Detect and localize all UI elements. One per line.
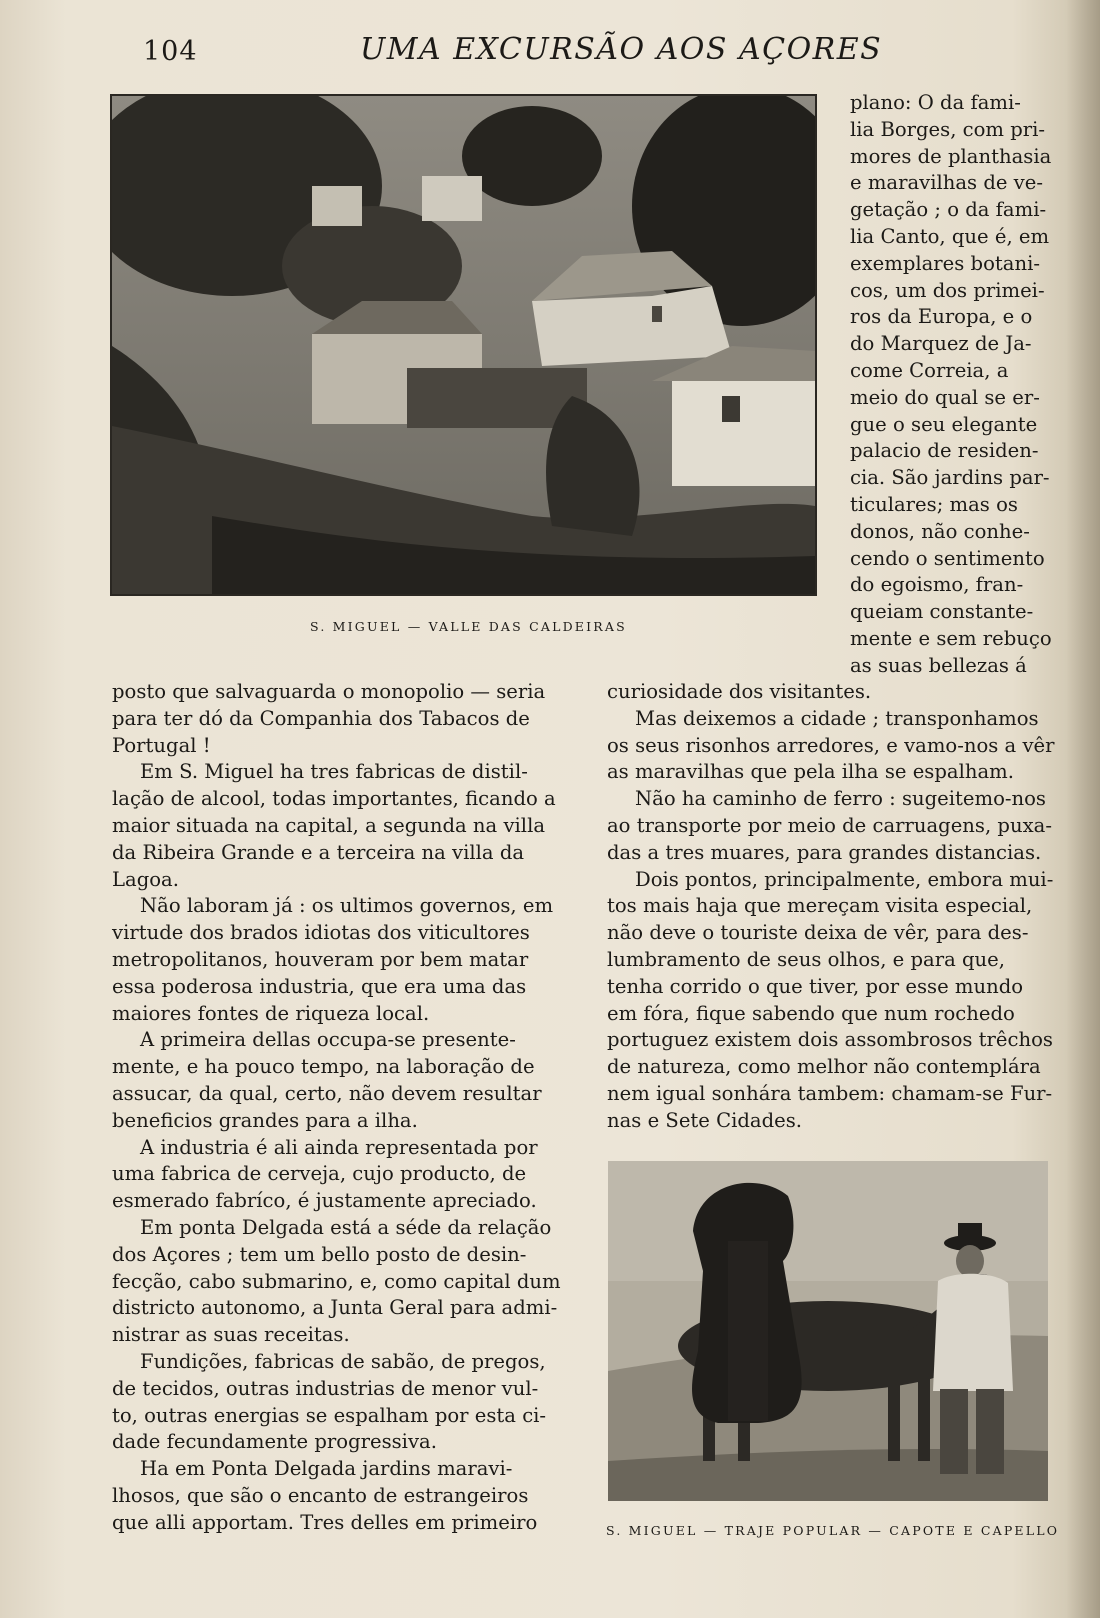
text-line: do Marquez de Ja- <box>850 332 1032 356</box>
text-line: Ha em Ponta Delgada jardins maravi- <box>140 1457 513 1481</box>
text-line: assucar, da qual, certo, não devem resultar <box>112 1082 542 1105</box>
text-line: come Correia, a <box>850 359 1009 382</box>
text-line: para ter dó da Companhia dos Tabacos de <box>112 706 530 730</box>
costume-photo-illustration <box>608 1161 1048 1501</box>
text-line: as maravilhas que pela ilha se espalham. <box>607 760 1014 784</box>
costume-photograph <box>608 1161 1048 1501</box>
text-line: lhosos, que são o encanto de estrangeiros <box>112 1484 529 1507</box>
text-line: exemplares botani- <box>850 251 1040 275</box>
text-line: beneficios grandes para a ilha. <box>112 1108 418 1132</box>
text-line: as suas bellezas á <box>850 653 1027 677</box>
text-line: que alli apportam. Tres delles em primeiro <box>112 1510 538 1534</box>
text-line: mente, e ha pouco tempo, na laboração de <box>112 1055 535 1079</box>
text-line: ao transporte por meio de carruagens, puxa- <box>607 814 1052 837</box>
text-line: metropolitanos, houveram por bem matar <box>112 948 529 971</box>
page-number: 104 <box>143 36 198 67</box>
text-line: posto que salvaguarda o monopolio — seria <box>112 680 546 703</box>
text-line: do egoismo, fran- <box>850 573 1024 597</box>
text-line: da Ribeira Grande e a terceira na villa da <box>112 840 525 864</box>
page-edge-shadow <box>1066 0 1100 1618</box>
text-line: queiam constante- <box>850 600 1034 624</box>
text-line: cendo o sentimento <box>850 546 1045 570</box>
text-line: donos, não conhe- <box>850 519 1030 543</box>
text-line: dos Açores ; tem um bello posto de desin- <box>112 1242 527 1266</box>
text-line: lumbramento de seus olhos, e para que, <box>607 948 1005 971</box>
text-line: Portugal ! <box>112 733 211 757</box>
text-line: virtude dos brados idiotas dos viticultores <box>112 921 530 945</box>
text-line: das a tres muares, para grandes distancias. <box>607 840 1042 864</box>
text-line: maiores fontes de riqueza local. <box>112 1001 430 1025</box>
text-line: Dois pontos, principalmente, embora mui- <box>635 867 1054 891</box>
text-line: cos, um dos primei- <box>850 278 1045 302</box>
text-line: Lagoa. <box>112 867 179 891</box>
text-line: palacio de residen- <box>850 439 1039 463</box>
text-line: meio do qual se er- <box>850 385 1040 409</box>
text-line: lia Borges, com pri- <box>850 117 1046 141</box>
text-line: em fóra, fique sabendo que num rochedo <box>607 1001 1015 1025</box>
text-line: uma fabrica de cerveja, cujo producto, de <box>112 1162 527 1186</box>
text-line: A industria é ali ainda representada por <box>140 1135 538 1159</box>
text-line: nem igual sonhára tambem: chamam-se Fur- <box>607 1082 1053 1105</box>
text-line: tos mais haja que mereçam visita especial, <box>607 894 1033 918</box>
text-line: plano: O da fami- <box>850 91 1021 114</box>
text-line: nistrar as suas receitas. <box>112 1323 350 1347</box>
text-line: maior situada na capital, a segunda na villa <box>112 814 546 837</box>
text-line: Não laboram já : os ultimos governos, em <box>140 894 554 918</box>
text-line: Mas deixemos a cidade ; transponhamos <box>635 706 1039 730</box>
text-line: curiosidade dos visitantes. <box>607 680 872 703</box>
text-line: lação de alcool, todas importantes, ficando a <box>112 787 556 811</box>
text-line: essa poderosa industria, que era uma das <box>112 974 527 998</box>
text-line: tenha corrido o que tiver, por esse mundo <box>607 974 1024 998</box>
text-line: lia Canto, que é, em <box>850 225 1050 248</box>
text-line: mores de planthasia <box>850 144 1052 168</box>
text-line: portuguez existem dois assombrosos trêchos <box>607 1028 1053 1052</box>
text-line: não deve o touriste deixa de vêr, para des- <box>607 921 1029 945</box>
text-line: A primeira dellas occupa-se presente- <box>140 1028 516 1052</box>
text-line: gue o seu elegante <box>850 412 1038 436</box>
text-line: e maravilhas de ve- <box>850 171 1043 195</box>
text-line: de tecidos, outras industrias de menor vul- <box>112 1376 539 1400</box>
text-line: Fundições, fabricas de sabão, de pregos, <box>140 1350 546 1373</box>
costume-caption: S. MIGUEL — TRAJE POPULAR — CAPOTE E CAPELLO <box>606 1523 1060 1538</box>
valley-photo-illustration <box>112 96 815 594</box>
valley-caption: S. MIGUEL — VALLE DAS CALDEIRAS <box>310 619 627 634</box>
text-line: fecção, cabo submarino, e, como capital dum <box>112 1269 561 1293</box>
text-line: dade fecundamente progressiva. <box>112 1430 437 1454</box>
text-line: mente e sem rebuço <box>850 627 1052 650</box>
running-title: UMA EXCURSÃO AOS AÇORES <box>360 32 883 67</box>
text-line: cia. São jardins par- <box>850 466 1050 490</box>
text-line: ros da Europa, e o <box>850 305 1033 329</box>
text-line: Não ha caminho de ferro : sugeitemo-nos <box>635 787 1046 811</box>
text-line: esmerado fabríco, é justamente apreciado. <box>112 1189 537 1213</box>
text-line: districto autonomo, a Junta Geral para admi- <box>112 1296 558 1320</box>
text-line: to, outras energias se espalham por esta ci- <box>112 1403 547 1427</box>
text-line: os seus risonhos arredores, e vamo-nos a vêr <box>607 733 1055 757</box>
text-line: getação ; o da fami- <box>850 198 1047 222</box>
text-line: Em ponta Delgada está a séde da relação <box>140 1216 552 1239</box>
text-line: de natureza, como melhor não contemplára <box>607 1055 1041 1079</box>
text-line: ticulares; mas os <box>850 493 1018 516</box>
text-line: Em S. Miguel ha tres fabricas de distil- <box>140 760 528 784</box>
valley-photograph <box>110 94 817 596</box>
text-line: nas e Sete Cidades. <box>607 1108 803 1132</box>
